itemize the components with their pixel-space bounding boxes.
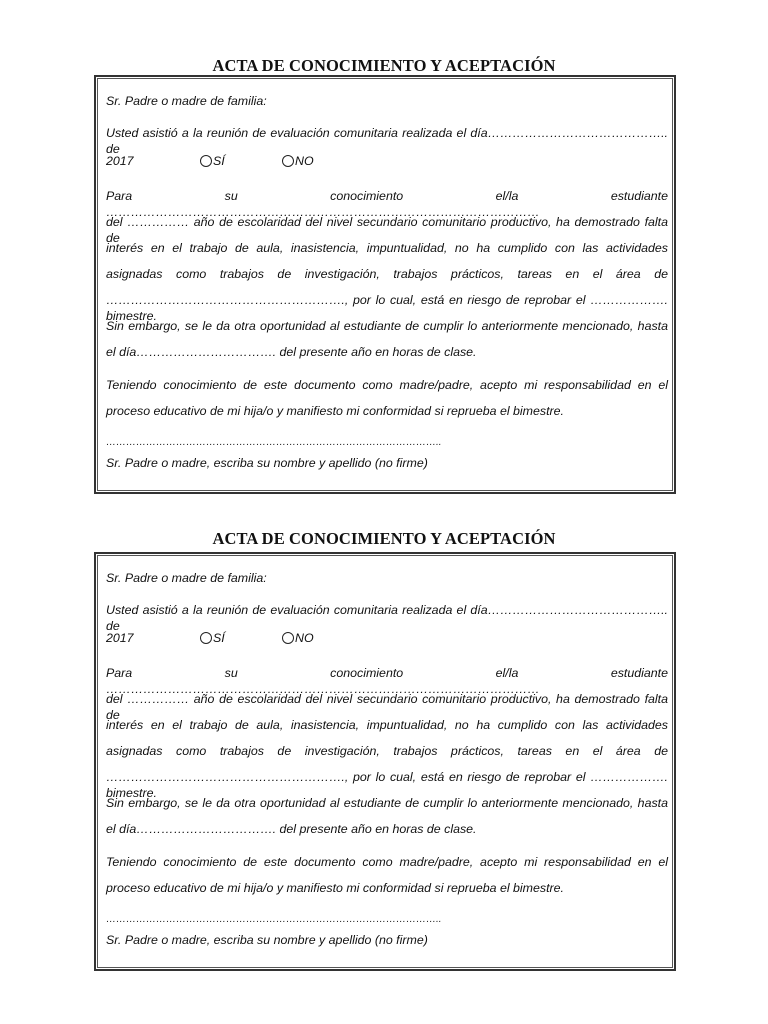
radio-circle-icon[interactable]	[200, 632, 212, 644]
act-box	[94, 552, 676, 971]
signature-caption: Sr. Padre o madre, escriba su nombre y apellido (no firme)	[106, 933, 428, 947]
radio-circle-icon[interactable]	[282, 155, 294, 167]
option-yes-label: SÍ	[213, 154, 225, 168]
option-no-label: NO	[295, 154, 314, 168]
paragraph-line: Para su conocimiento el/la estudiante ……………………………………………………………………………………………	[106, 189, 668, 219]
option-no[interactable]	[282, 630, 314, 646]
paragraph-line: el día……………………………. del presente año en horas de clase.	[106, 345, 477, 359]
option-yes[interactable]	[200, 630, 225, 646]
paragraph-line: …………………………………………………., por lo cual, está en riesgo de reprobar el ………………. bimestre.	[106, 770, 668, 800]
paragraph-line: Teniendo conocimiento de este documento como madre/padre, acepto mi responsabilidad en el	[106, 378, 668, 392]
paragraph-line: del …………… año de escolaridad del nivel secundario comunitario productivo, ha demostrado falta de	[106, 215, 668, 245]
option-no[interactable]	[282, 153, 314, 169]
option-no-label: NO	[295, 631, 314, 645]
paragraph-line: del …………… año de escolaridad del nivel secundario comunitario productivo, ha demostrado falta de	[106, 692, 668, 722]
paragraph-line: Sin embargo, se le da otra oportunidad al estudiante de cumplir lo anteriormente mencionado, hasta	[106, 796, 668, 810]
option-yes-label: SÍ	[213, 631, 225, 645]
act-title: ACTA DE CONOCIMIENTO Y ACEPTACIÓN	[212, 56, 556, 75]
paragraph-line: Sin embargo, se le da otra oportunidad al estudiante de cumplir lo anteriormente mencionado, hasta	[106, 319, 668, 333]
paragraph-line: proceso educativo de mi hija/o y manifiesto mi conformidad si reprueba el bimestre.	[106, 404, 564, 418]
attendance-options	[106, 630, 668, 646]
paragraph-line: asignadas como trabajos de investigación, trabajos prácticos, tareas en el área de	[106, 267, 668, 281]
signature-line: ………………………………………………………………………………………..	[106, 914, 442, 925]
greeting: Sr. Padre o madre de familia:	[106, 94, 267, 108]
year-label: 2017	[106, 154, 134, 168]
act-title: ACTA DE CONOCIMIENTO Y ACEPTACIÓN	[212, 529, 556, 548]
signature-line: ………………………………………………………………………………………..	[106, 437, 442, 448]
year-label: 2017	[106, 631, 134, 645]
paragraph-line: el día……………………………. del presente año en horas de clase.	[106, 822, 477, 836]
attendance-line: Usted asistió a la reunión de evaluación comunitaria realizada el día…………………………………….. de	[106, 126, 668, 156]
attendance-line: Usted asistió a la reunión de evaluación comunitaria realizada el día…………………………………….. de	[106, 603, 668, 633]
paragraph-line: proceso educativo de mi hija/o y manifiesto mi conformidad si reprueba el bimestre.	[106, 881, 564, 895]
paragraph-line: interés en el trabajo de aula, inasistencia, impuntualidad, no ha cumplido con las actividades	[106, 718, 668, 732]
option-yes[interactable]	[200, 153, 225, 169]
greeting: Sr. Padre o madre de familia:	[106, 571, 267, 585]
paragraph-line: Para su conocimiento el/la estudiante ……………………………………………………………………………………………	[106, 666, 668, 696]
paragraph-line: interés en el trabajo de aula, inasistencia, impuntualidad, no ha cumplido con las actividades	[106, 241, 668, 255]
radio-circle-icon[interactable]	[200, 155, 212, 167]
paragraph-line: asignadas como trabajos de investigación, trabajos prácticos, tareas en el área de	[106, 744, 668, 758]
signature-caption: Sr. Padre o madre, escriba su nombre y apellido (no firme)	[106, 456, 428, 470]
act-box	[94, 75, 676, 494]
paragraph-line: …………………………………………………., por lo cual, está en riesgo de reprobar el ………………. bimestre.	[106, 293, 668, 323]
radio-circle-icon[interactable]	[282, 632, 294, 644]
attendance-options	[106, 153, 668, 169]
paragraph-line: Teniendo conocimiento de este documento como madre/padre, acepto mi responsabilidad en el	[106, 855, 668, 869]
